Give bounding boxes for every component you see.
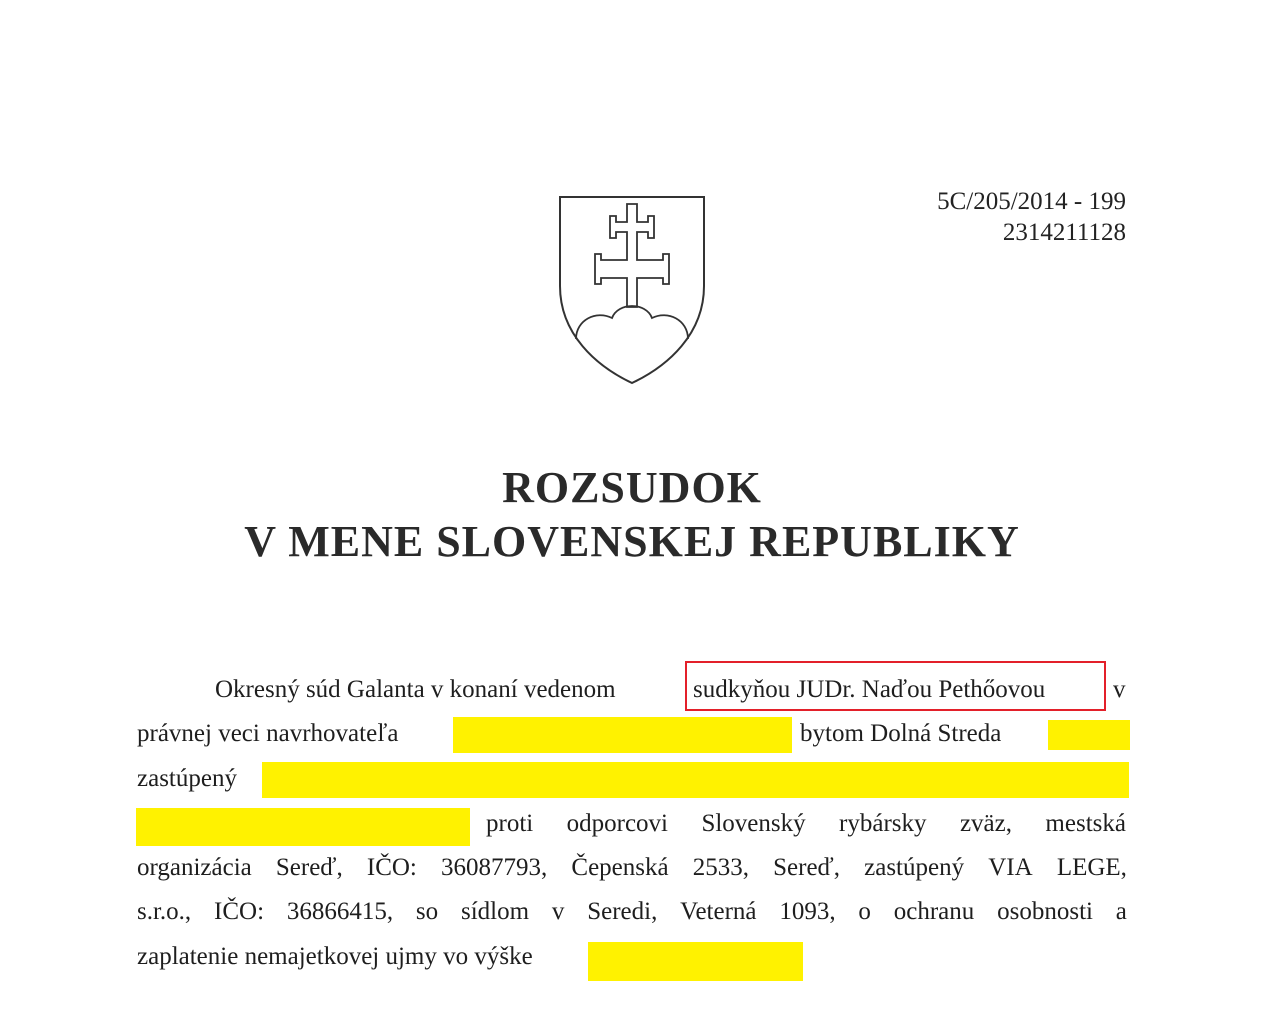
case-reference xyxy=(937,186,1126,248)
body-text: v xyxy=(1113,676,1126,703)
word: 1093, xyxy=(779,898,836,925)
word: s.r.o., xyxy=(137,898,192,925)
word: VIA xyxy=(988,854,1033,881)
word: IČO: xyxy=(366,854,417,881)
document-title: ROZSUDOK xyxy=(502,463,762,512)
word: IČO: xyxy=(214,898,265,925)
word: rybársky xyxy=(839,810,927,837)
word: odporcovi xyxy=(566,810,669,837)
body-line-7 xyxy=(137,942,1127,972)
word: 36087793, xyxy=(441,854,548,881)
document-id: 2314211128 xyxy=(1002,219,1126,246)
slovak-coat-of-arms-icon xyxy=(556,194,708,386)
word: zastúpený xyxy=(864,854,965,881)
body-text: Okresný súd Galanta v konaní vedenom xyxy=(215,676,616,703)
word: 36866415, xyxy=(286,898,394,925)
word: Seredi, xyxy=(587,898,658,925)
redacted-representative-cont xyxy=(136,808,470,846)
word: Sereď, xyxy=(773,854,840,881)
body-text: právnej veci navrhovateľa xyxy=(137,720,399,747)
word: Slovenský xyxy=(701,810,806,837)
word: LEGE, xyxy=(1056,854,1127,881)
body-text: zaplatenie nemajetkovej ujmy vo výške xyxy=(137,943,533,970)
body-line-4 xyxy=(486,809,1126,839)
word: osobnosti xyxy=(997,898,1093,925)
word: a xyxy=(1115,898,1127,925)
body-line-5 xyxy=(137,853,1127,883)
word: zväz, xyxy=(959,810,1012,837)
word: proti xyxy=(486,810,534,837)
document-subtitle: V MENE SLOVENSKEJ REPUBLIKY xyxy=(244,517,1020,566)
word: o xyxy=(858,898,871,925)
word: Veterná xyxy=(680,898,757,925)
judge-name: sudkyňou JUDr. Naďou Pethőovou xyxy=(693,676,1046,703)
word: organizácia xyxy=(137,854,252,881)
word: v xyxy=(551,898,565,925)
case-number: 5C/205/2014 - 199 xyxy=(937,188,1126,215)
judge-name-annotation-box xyxy=(685,661,1106,711)
word: sídlom xyxy=(460,898,530,925)
word: Čepenská xyxy=(571,854,669,881)
body-line-2 xyxy=(137,719,1127,749)
body-text: bytom Dolná Streda xyxy=(800,720,1002,747)
word: so xyxy=(415,898,439,925)
body-text: zastúpený xyxy=(137,765,237,792)
body-line-6 xyxy=(137,897,1127,927)
word: mestská xyxy=(1045,810,1126,837)
body-line-3 xyxy=(137,764,1127,794)
word: ochranu xyxy=(893,898,975,925)
word: Sereď, xyxy=(275,854,343,881)
word: 2533, xyxy=(692,854,749,881)
